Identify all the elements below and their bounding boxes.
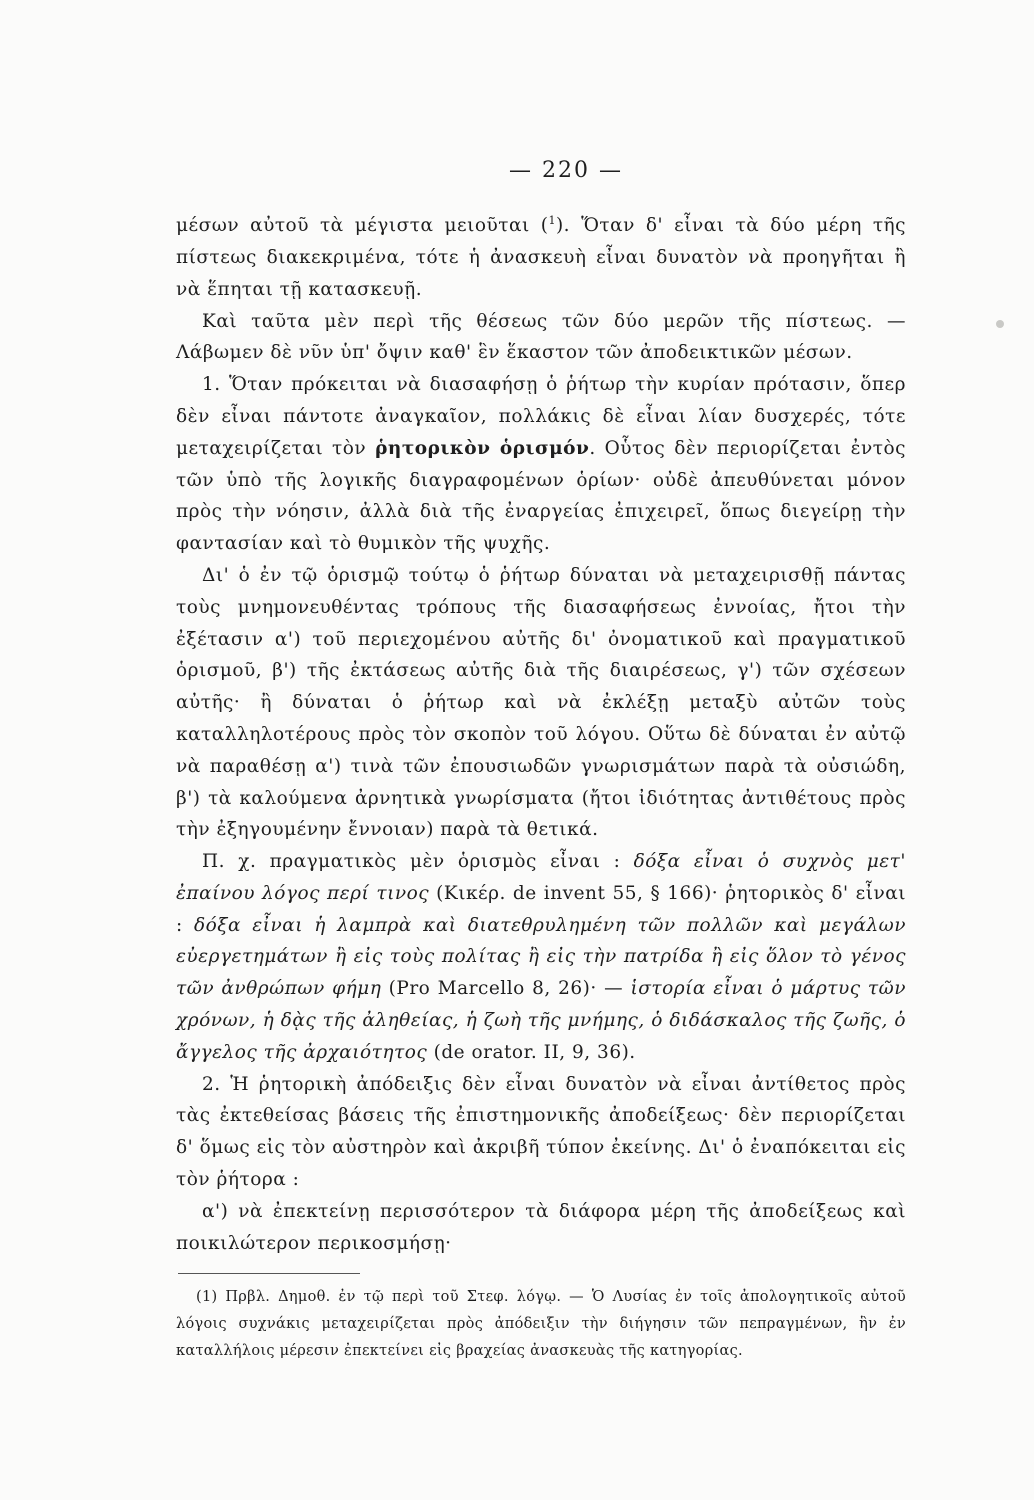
note-text-3: (Pro Marcello 8, 26)· — xyxy=(381,978,631,1000)
emphasis-term: ῥητορικὸν ὁρισμόν xyxy=(375,437,590,459)
paragraph-3 xyxy=(176,369,906,560)
note-italic-1: δόξα εἶναι ὁ συχνὸς μετ' ἐπαίνου λόγος περί τινος xyxy=(176,851,906,904)
main-text xyxy=(176,205,906,1259)
note-italic-3: ἱστορία εἶναι ὁ μάρτυς τῶν χρόνων, ἡ δᾲς τῆς ἀληθείας, ἡ ζωὴ τῆς μνήμης, ὁ διδάσκαλος τῆς ζωῆς, ὁ ἄγγελος τῆς ἀρχαιότητος xyxy=(176,978,906,1063)
note-text-1: Π. χ. πραγματικὸς μὲν ὁρισμὸς εἶναι : xyxy=(202,851,634,873)
footnote-marker: 1 xyxy=(548,214,556,227)
paragraph-2: Καὶ ταῦτα μὲν περὶ τῆς θέσεως τῶν δύο μερῶν τῆς πίστεως. — Λάβωμεν δὲ νῦν ὑπ' ὄψιν καθ' ἓν ἕκαστον τῶν ἀποδεικτικῶν μέσων. xyxy=(176,310,906,364)
note-text-2: (Κικέρ. de invent 55, § 166)· ῥητορικὸς δ' εἶναι : xyxy=(176,882,906,936)
paragraph-6: α') νὰ ἐπεκτείνῃ περισσότερον τὰ διάφορα μέρη τῆς ἀποδείξεως καὶ ποικιλώτερον περικοσμήσῃ· xyxy=(176,1200,906,1254)
paragraph-4: Δι' ὁ ἐν τῷ ὁρισμῷ τούτῳ ὁ ῥήτωρ δύναται νὰ μεταχειρισθῇ πάντας τοὺς μνημονευθέντας τρόπους τῆς διασαφήσεως ἐννοίας, ἤτοι τὴν ἐξέτασιν α') τοῦ περιεχομένου αὐτῆς δι' ὀνοματικοῦ καὶ πραγματικοῦ ὁρισμοῦ, β') τῆς ἐκτάσεως αὐτῆς διὰ τῆς διαιρέσεως, γ') τῶν σχέσεων αὐτῆς· ἢ δύναται ὁ ῥήτωρ καὶ νὰ ἐκλέξῃ μεταξὺ αὐτῶν τοὺς καταλληλοτέρους πρὸς τὸν σκοπὸν τοῦ λόγου. Οὕτω δὲ δύναται ἐν αὐτῷ νὰ παραθέσῃ α') τινὰ τῶν ἐπουσιωδῶν γνωρισμάτων παρὰ τὰ οὐσιώδη, β') τὰ καλούμενα ἀρνητικὰ γνωρίσματα (ἤτοι ἰδιότητας ἀντιθέτους πρὸς τὴν ἐξηγουμένην ἔννοιαν) παρὰ τὰ θετικά. xyxy=(176,564,906,841)
paragraph-3-text-a: 1. Ὅταν πρόκειται νὰ διασαφήσῃ ὁ ῥήτωρ τὴν κυρίαν πρότασιν, ὅπερ δὲν εἶναι πάντοτε ἀναγκαῖον, πολλάκις δὲ εἶναι λίαν δυσχερές, τότε μεταχειρίζεται τὸν xyxy=(176,374,906,459)
paragraph-1 xyxy=(176,205,906,306)
paper-stain xyxy=(996,320,1004,328)
page-number: — 220 — xyxy=(509,158,623,183)
paragraph-5: 2. Ἡ ῥητορικὴ ἀπόδειξις δὲν εἶναι δυνατὸν νὰ εἶναι ἀντίθετος πρὸς τὰς ἐκτεθείσας βάσεις τῆς ἐπιστημονικῆς ἀποδείξεως· δὲν περιορίζεται δ' ὅμως εἰς τὸν αὐστηρὸν καὶ ἀκριβῆ τύπον ἐκείνης. Δι' ὁ ἐναπόκειται εἰς τὸν ῥήτορα : xyxy=(176,1073,906,1191)
note-text-4: (de orator. II, 9, 36). xyxy=(427,1041,636,1063)
paragraph-1-text-a: μέσων αὐτοῦ τὰ μέγιστα μειοῦται ( xyxy=(176,215,549,237)
footnote-divider xyxy=(178,1273,360,1274)
paragraph-1-text-b: ). Ὅταν δ' εἶναι τὰ δύο μέρη τῆς πίστεως διακεκριμένα, τότε ἡ ἀνασκευὴ εἶναι δυνατὸν νὰ προηγῆται ἢ νὰ ἕπηται τῇ κατασκευῇ. xyxy=(176,215,907,300)
note-italic-2: δόξα εἶναι ἡ λαμπρὰ καὶ διατεθρυλημένη τῶν πολλῶν καὶ μεγάλων εὐεργετημάτων ἢ εἰς τοὺς πολίτας ἢ εἰς τὴν πατρίδα ἢ εἰς ὅλον τὸ γένος τῶν ἀνθρώπων φήμη xyxy=(176,914,906,1000)
footnote-text: (1) Πρβλ. Δημοθ. ἐν τῷ περὶ τοῦ Στεφ. λόγῳ. — Ὁ Λυσίας ἐν τοῖς ἀπολογητικοῖς αὐτοῦ λόγοις συχνάκις μεταχειρίζεται πρὸς ἀπόδειξιν τὴν διήγησιν τῶν πεπραγμένων, ἣν ἐν καταλλήλοις μέρεσιν ἐπεκτείνει εἰς βραχείας ἀνασκευὰς τῆς κατηγορίας. xyxy=(176,1289,906,1359)
paragraph-3-text-b: . Οὗτος δὲν περιορίζεται ἐντὸς τῶν ὑπὸ τῆς λογικῆς διαγραφομένων ὁρίων· οὐδὲ ἀπευθύνεται μόνον πρὸς τὴν νόησιν, ἀλλὰ διὰ τῆς ἐναργείας ἐπιχειρεῖ, ὅπως διεγείρῃ τὴν φαντασίαν καὶ τὸ θυμικὸν τῆς ψυχῆς. xyxy=(176,437,906,555)
example-note xyxy=(176,846,906,1069)
footnote xyxy=(176,1284,906,1364)
